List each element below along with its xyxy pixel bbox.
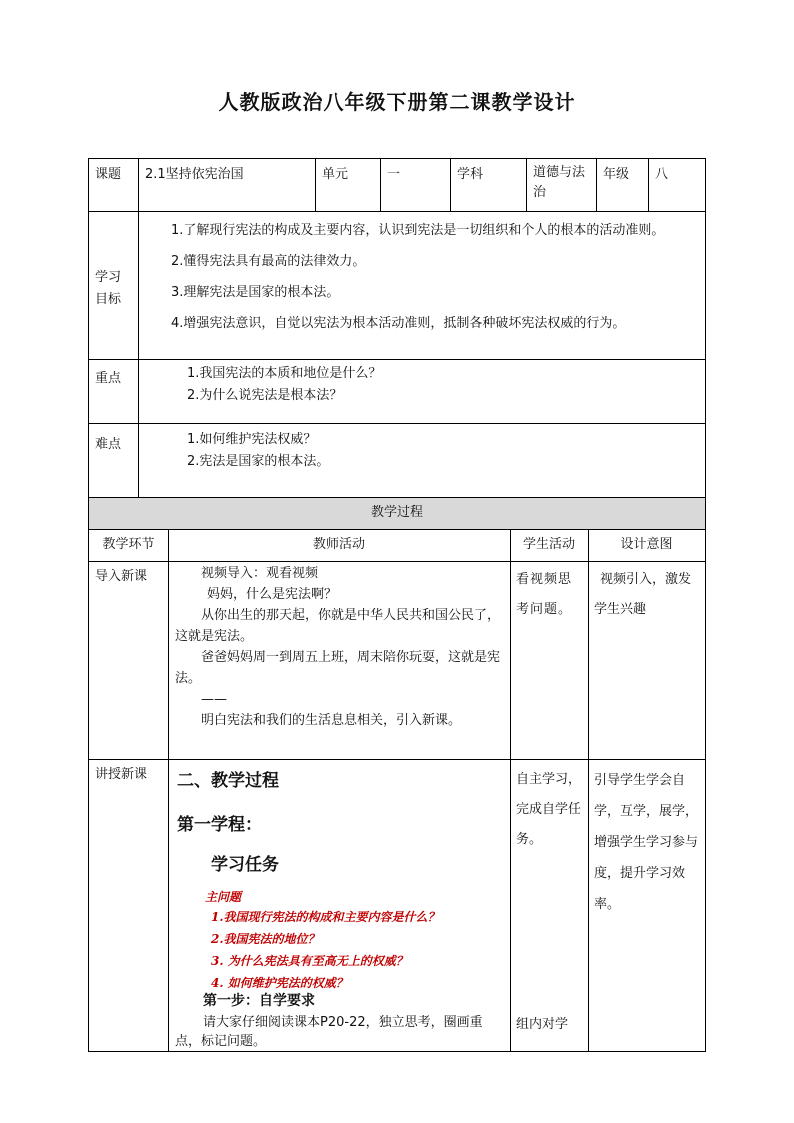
lecture-task-heading: 学习任务 <box>211 855 279 875</box>
unit-value: 一 <box>387 167 401 182</box>
key-item: 2.为什么说宪法是根本法？ <box>187 388 343 403</box>
unit-label: 单元 <box>322 167 349 182</box>
col-divider <box>380 159 381 211</box>
topic-label: 课题 <box>95 167 122 182</box>
col-divider <box>648 159 649 211</box>
difficult-item: 1.如何维护宪法权威？ <box>187 432 317 447</box>
col-intent-header: 设计意图 <box>620 537 673 552</box>
row-divider <box>89 497 705 498</box>
intro-line: 妈妈，什么是宪法啊？ <box>207 587 338 602</box>
intro-teacher-activity <box>175 563 501 731</box>
intro-line: 明白宪法和我们的生活息息相关，引入新课。 <box>201 713 462 728</box>
col-teacher-header: 教师活动 <box>312 537 365 552</box>
intro-line: 视频导入：观看视频 <box>201 566 319 581</box>
main-question-item: 2.我国宪法的地位？ <box>211 932 320 946</box>
goals-list <box>171 215 701 339</box>
col-stage-header: 教学环节 <box>102 537 155 552</box>
grade-value: 八 <box>655 167 669 182</box>
main-question-label: 主问题 <box>205 890 242 904</box>
lecture-student-activity-2: 组内对学 <box>516 1017 569 1032</box>
col-divider <box>315 159 316 211</box>
key-label: 重点 <box>95 371 122 386</box>
row-divider <box>89 561 705 562</box>
difficult-label: 难点 <box>95 437 122 452</box>
goals-label: 学习目标 <box>95 270 122 307</box>
intro-student-activity: 看视频思考问题。 <box>516 572 573 617</box>
lecture-design-intent: 引导学生学会自学，互学，展学，增强学生学习参与度，提升学习效率。 <box>594 773 699 912</box>
difficult-item: 2.宪法是国家的根本法。 <box>187 454 330 469</box>
col-divider <box>168 529 169 1051</box>
lesson-plan-table <box>88 158 706 1052</box>
col-divider <box>510 529 511 1051</box>
col-divider <box>138 159 139 497</box>
row-divider <box>89 529 705 530</box>
intro-line: 爸爸妈妈周一到周五上班，周末陪你玩耍，这就是宪法。 <box>175 650 501 686</box>
col-student-header: 学生活动 <box>522 537 575 552</box>
intro-design-intent: 视频引入，激发学生兴趣 <box>594 572 692 617</box>
lecture-section-heading: 二、教学过程 <box>177 771 279 791</box>
key-list <box>187 363 687 407</box>
difficult-list <box>187 429 687 473</box>
step-text: 请大家仔细阅读课本P20-22，独立思考，圈画重点，标记问题。 <box>175 1015 483 1049</box>
process-heading: 教学过程 <box>370 505 423 520</box>
row-divider <box>89 359 705 360</box>
main-question-item: 1.我国现行宪法的构成和主要内容是什么？ <box>211 910 440 924</box>
goal-item: 1.了解现行宪法的构成及主要内容，认识到宪法是一切组织和个人的根本的活动准则。 <box>171 223 665 238</box>
lecture-stage: 讲授新课 <box>95 767 148 782</box>
col-divider <box>450 159 451 211</box>
row-divider <box>89 423 705 424</box>
col-divider <box>588 529 589 1051</box>
intro-stage: 导入新课 <box>95 569 148 584</box>
row-divider <box>89 759 705 760</box>
intro-line: 从你出生的那天起，你就是中华人民共和国公民了，这就是宪法。 <box>175 608 501 644</box>
goal-item: 4.增强宪法意识，自觉以宪法为根本活动准则，抵制各种破坏宪法权威的行为。 <box>171 316 626 331</box>
topic-value: 2.1坚持依宪治国 <box>145 167 244 182</box>
col-divider <box>596 159 597 211</box>
main-question-item: 4. 如何维护宪法的权威？ <box>211 976 348 990</box>
step-heading: 第一步：自学要求 <box>203 993 315 1009</box>
lecture-student-activity: 自主学习，完成自学任务。 <box>516 772 582 847</box>
goal-item: 3.理解宪法是国家的根本法。 <box>171 285 340 300</box>
row-divider <box>89 211 705 212</box>
grade-label: 年级 <box>603 167 630 182</box>
goal-item: 2.懂得宪法具有最高的法律效力。 <box>171 254 366 269</box>
main-question-list <box>211 906 507 994</box>
lecture-phase-heading: 第一学程： <box>177 815 262 835</box>
intro-line: —— <box>201 692 227 707</box>
key-item: 1.我国宪法的本质和地位是什么？ <box>187 366 382 381</box>
col-divider <box>526 159 527 211</box>
page-title: 人教版政治八年级下册第二课教学设计 <box>218 90 576 114</box>
subject-value: 道德与法治 <box>533 165 586 200</box>
main-question-item: 3. 为什么宪法具有至高无上的权威？ <box>211 954 408 968</box>
subject-label: 学科 <box>457 167 484 182</box>
